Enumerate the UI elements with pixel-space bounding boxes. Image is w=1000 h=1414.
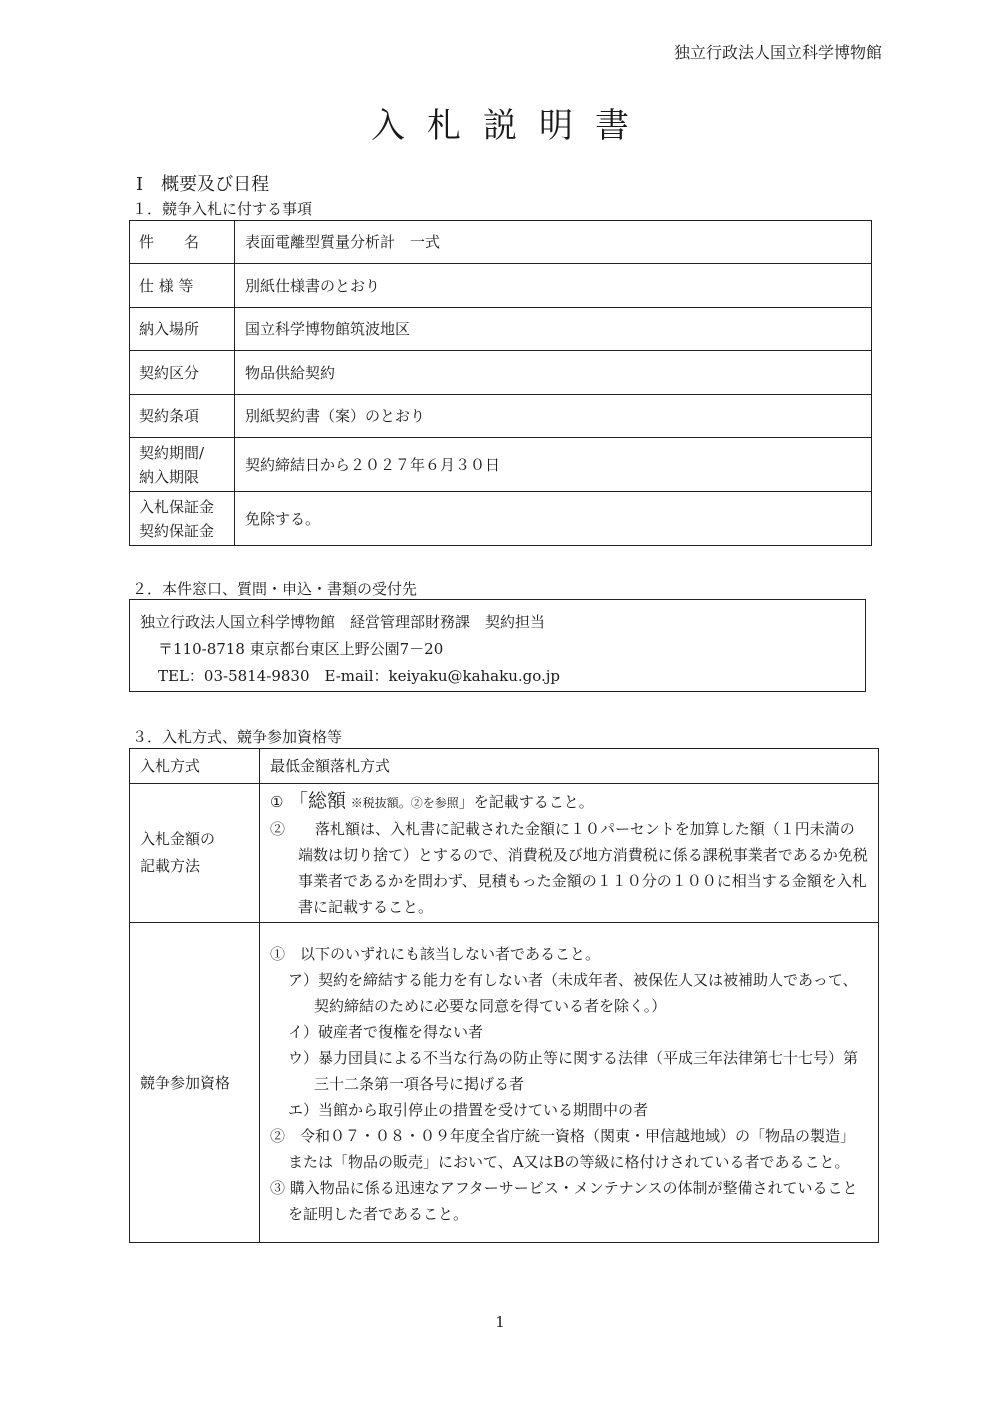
row-value: 国立科学博物館筑波地区 bbox=[235, 308, 872, 351]
row-label: 入札保証金 契約保証金 bbox=[130, 492, 235, 546]
row-value: 物品供給契約 bbox=[235, 351, 872, 395]
table-row bbox=[130, 351, 872, 395]
amount-item-1-text: 」を記載すること。 bbox=[458, 793, 594, 811]
qual-item-3: ③ 購入物品に係る迅速なアフターサービス・メンテナンスの体制が整備されていることを証明した者であること。 bbox=[270, 1178, 858, 1223]
row-value: 免除する。 bbox=[235, 492, 872, 546]
row-value: 別紙契約書（案）のとおり bbox=[235, 395, 872, 438]
amount-item-1 bbox=[270, 788, 868, 816]
table-row bbox=[130, 438, 872, 492]
amount-item-1-note: ※税抜額。②を参照 bbox=[350, 796, 459, 810]
row-value: 最低金額落札方式 bbox=[260, 749, 879, 784]
row-label: 契約区分 bbox=[130, 351, 235, 395]
table-row bbox=[130, 749, 879, 784]
amount-method-cell bbox=[260, 784, 879, 923]
table-row bbox=[130, 308, 872, 351]
table-row bbox=[130, 923, 879, 1243]
table-row bbox=[130, 221, 872, 264]
amount-item-1-total: 「総額 bbox=[298, 790, 346, 812]
page-number: 1 bbox=[495, 1313, 505, 1331]
amount-item-1-marker: ① bbox=[270, 793, 299, 811]
qualification-cell bbox=[260, 923, 879, 1243]
tender-method-table bbox=[129, 748, 879, 1243]
row-label: 件 名 bbox=[130, 221, 235, 264]
row-label: 納入場所 bbox=[130, 308, 235, 351]
row-value: 表面電離型質量分析計 一式 bbox=[235, 221, 872, 264]
qual-item-e: エ）当館から取引停止の措置を受けている期間中の者 bbox=[288, 1100, 649, 1119]
table-row bbox=[130, 264, 872, 308]
table-row bbox=[130, 492, 872, 546]
qual-item-a: ア）契約を締結する能力を有しない者（未成年者、被保佐人又は被補助人であって、契約締結のために必要な同意を得ている者を除く。） bbox=[288, 970, 858, 1015]
qual-item-1: ① 以下のいずれにも該当しない者であること。 bbox=[270, 944, 601, 963]
qual-item-2: ② 令和０７・０８・０９年度全省庁統一資格（関東・甲信越地域）の「物品の製造」または「物品の販売」において、A又はBの等級に格付けされている者であること。 bbox=[270, 1126, 856, 1171]
qual-item-i: イ）破産者で復権を得ない者 bbox=[288, 1022, 484, 1041]
tender-items-table bbox=[129, 220, 872, 546]
row-label: 入札方式 bbox=[130, 749, 260, 784]
contact-box bbox=[129, 599, 866, 692]
section-title: Ⅰ 概要及び日程 bbox=[136, 174, 270, 195]
row-value: 別紙仕様書のとおり bbox=[235, 264, 872, 308]
table-row bbox=[130, 784, 879, 923]
row-value: 契約締結日から２０２７年６月３０日 bbox=[235, 438, 872, 492]
amount-item-2: ② 落札額は、入札書に記載された金額に１０パーセントを加算した額（１円未満の端数は切り捨て）とするので、消費税及び地方消費税に係る課税事業者であるか免税事業者であるかを問わず、見積もった金額の１１０分の１００に相当する金額を入札書に記載すること。 bbox=[270, 820, 868, 916]
row-label: 仕 様 等 bbox=[130, 264, 235, 308]
row-label: 競争参加資格 bbox=[130, 923, 260, 1243]
subsection-heading-2: ２．本件窓口、質問・申込・書類の受付先 bbox=[132, 580, 418, 598]
row-label: 契約条項 bbox=[130, 395, 235, 438]
contact-address: 〒110-8718 東京都台東区上野公園7－20 bbox=[158, 640, 444, 658]
qual-item-u: ウ）暴力団員による不当な行為の防止等に関する法律（平成三年法律第七十七号）第三十二条第一項各号に掲げる者 bbox=[288, 1048, 859, 1093]
row-label: 契約期間/ 納入期限 bbox=[130, 438, 235, 492]
contact-organization: 独立行政法人国立科学博物館 経営管理部財務課 契約担当 bbox=[140, 613, 546, 631]
document-title: 入札説明書 bbox=[371, 106, 651, 146]
table-row bbox=[130, 395, 872, 438]
subsection-heading-3: ３．入札方式、競争参加資格等 bbox=[132, 728, 343, 746]
contact-phone-email: TEL：03-5814-9830 E-mail：keiyaku@kahaku.go.jp bbox=[158, 667, 561, 685]
organization-header: 独立行政法人国立科学博物館 bbox=[673, 43, 882, 62]
subsection-heading-1: １．競争入札に付する事項 bbox=[132, 200, 313, 218]
row-label: 入札金額の 記載方法 bbox=[130, 784, 260, 923]
